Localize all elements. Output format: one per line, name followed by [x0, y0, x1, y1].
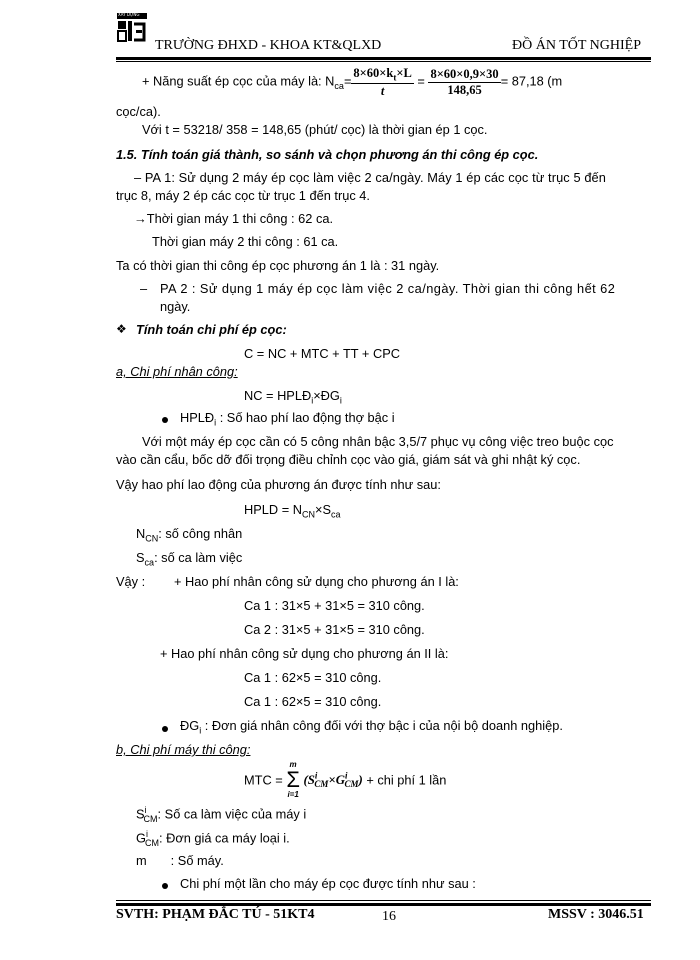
text-line: Ca 1 : 31×5 + 31×5 = 310 công.	[244, 598, 425, 613]
subheading-b: b, Chi phí máy thi công:	[116, 742, 251, 757]
text-line: cọc/ca).	[116, 104, 161, 119]
text-line: →Thời gian máy 1 thi công : 62 ca.	[134, 211, 334, 226]
text-line: Ca 1 : 62×5 = 310 công.	[244, 694, 382, 709]
text-line: vào cần cẩu, bốc dỡ đối trọng điều chỉnh cọc vào giá, giám sát và ghi nhật ký cọc.	[116, 452, 581, 467]
ncn-definition: $N_{CN}$: số công nhân	[136, 526, 243, 544]
m-definition: m : Số máy.	[136, 853, 224, 868]
productivity-line: + Năng suất ép cọc của máy là: $N_{ca}=$ $\frac{8\times 60\times k_t\times L}{t}$ = $\frac{8\times 60\times 0,9\times 30}{148,65}$ = 87,18 (m	[142, 66, 563, 98]
footer-divider-thin	[116, 900, 651, 901]
dg-definition: $ĐG_i$ : Đơn giá nhân công đối với thợ bậc i của nội bộ doanh nghiệp.	[180, 718, 563, 736]
bullet-icon	[162, 417, 168, 423]
text-line: PA 2 : Sử dụng 1 máy ép cọc làm việc 2 ca/ngày. Thời gian thi công hết 62	[160, 281, 616, 296]
text-line: Vậy :	[116, 574, 146, 589]
sca-definition: $S_{ca}$: số ca làm việc	[136, 550, 243, 568]
sigma-icon: m Σ i=1	[286, 760, 300, 799]
text-line: ngày.	[160, 299, 191, 314]
bullet-icon	[162, 883, 168, 889]
formula-fraction-numeric: $\frac{8\times 60\times 0,9\times 30}{148,65}$	[430, 66, 499, 97]
text-line: trục 8, máy 2 ép các cọc từ trục 1 đến trục 4.	[116, 188, 370, 203]
formula-nc: NC = $HPLĐ_i\times ĐG_i$	[244, 388, 342, 406]
subheading-a: a, Chi phí nhân công:	[116, 364, 238, 379]
logo	[116, 12, 148, 44]
text-line: + Hao phí nhân công sử dụng cho phương án I là:	[174, 574, 459, 589]
footer-mssv: MSSV : 3046.51	[548, 907, 644, 922]
text-line: Vậy hao phí lao động của phương án được tính như sau:	[116, 477, 441, 492]
logo-text: XÂY DỰNG	[118, 12, 140, 17]
formula-hpld: HPLD = $N_{CN}\times S_{ca}$	[244, 502, 341, 520]
diamond-bullet-icon: ❖	[116, 322, 127, 336]
text-line: – PA 1: Sử dụng 2 máy ép cọc làm việc 2 ca/ngày. Máy 1 ép các cọc từ trục 5 đến	[134, 170, 606, 185]
dash-marker: –	[140, 281, 148, 296]
subsection-title: Tính toán chi phí ép cọc:	[136, 322, 287, 337]
section-title: 1.5. Tính toán giá thành, so sánh và chọn phương án thi công ép cọc.	[116, 147, 539, 162]
footer-divider-thick	[116, 903, 651, 906]
hpld-definition: $HPLĐ_i$ : Số hao phí lao động thợ bậc i	[180, 410, 395, 428]
text-line: Ca 1 : 62×5 = 310 công.	[244, 670, 382, 685]
text-line: Chi phí một lần cho máy ép cọc được tính như sau :	[180, 876, 476, 891]
header-divider-thick	[116, 57, 651, 60]
bullet-icon	[162, 726, 168, 732]
text-line: Với t = 53218/ 358 = 148,65 (phút/ cọc) là thời gian ép 1 cọc.	[142, 122, 488, 137]
gcm-definition: $G^i_{CM}$: Đơn giá ca máy loại i.	[136, 829, 290, 848]
formula-c: C = NC + MTC + TT + CPC	[244, 346, 400, 361]
header-divider-thin	[116, 61, 651, 62]
text-line: + Hao phí nhân công sử dụng cho phương án II là:	[160, 646, 449, 661]
text-line: Thời gian máy 2 thi công : 61 ca.	[152, 234, 339, 249]
footer-student: SVTH: PHẠM ĐẮC TÚ - 51KT4	[116, 907, 315, 922]
footer-page-number: 16	[382, 909, 396, 924]
text-line: Ta có thời gian thi công ép cọc phương án 1 là : 31 ngày.	[116, 258, 440, 273]
text-line: Ca 2 : 31×5 + 31×5 = 310 công.	[244, 622, 425, 637]
header-doc-type: ĐỒ ÁN TỐT NGHIỆP	[512, 38, 641, 53]
text-line: Với một máy ép cọc cần có 5 công nhân bậc 3,5/7 phục vụ công việc treo buộc cọc	[142, 434, 614, 449]
formula-mtc: MTC = m Σ i=1 $(S^i_{CM}\times G^i_{CM})$ + chi phí 1 lần	[244, 760, 447, 799]
scm-definition: $S^i_{CM}$: Số ca làm việc của máy i	[136, 805, 307, 824]
header-school: TRƯỜNG ĐHXD - KHOA KT&QLXD	[155, 38, 382, 53]
formula-fraction-general: $\frac{8\times 60\times k_t\times L}{t}$	[353, 66, 412, 98]
